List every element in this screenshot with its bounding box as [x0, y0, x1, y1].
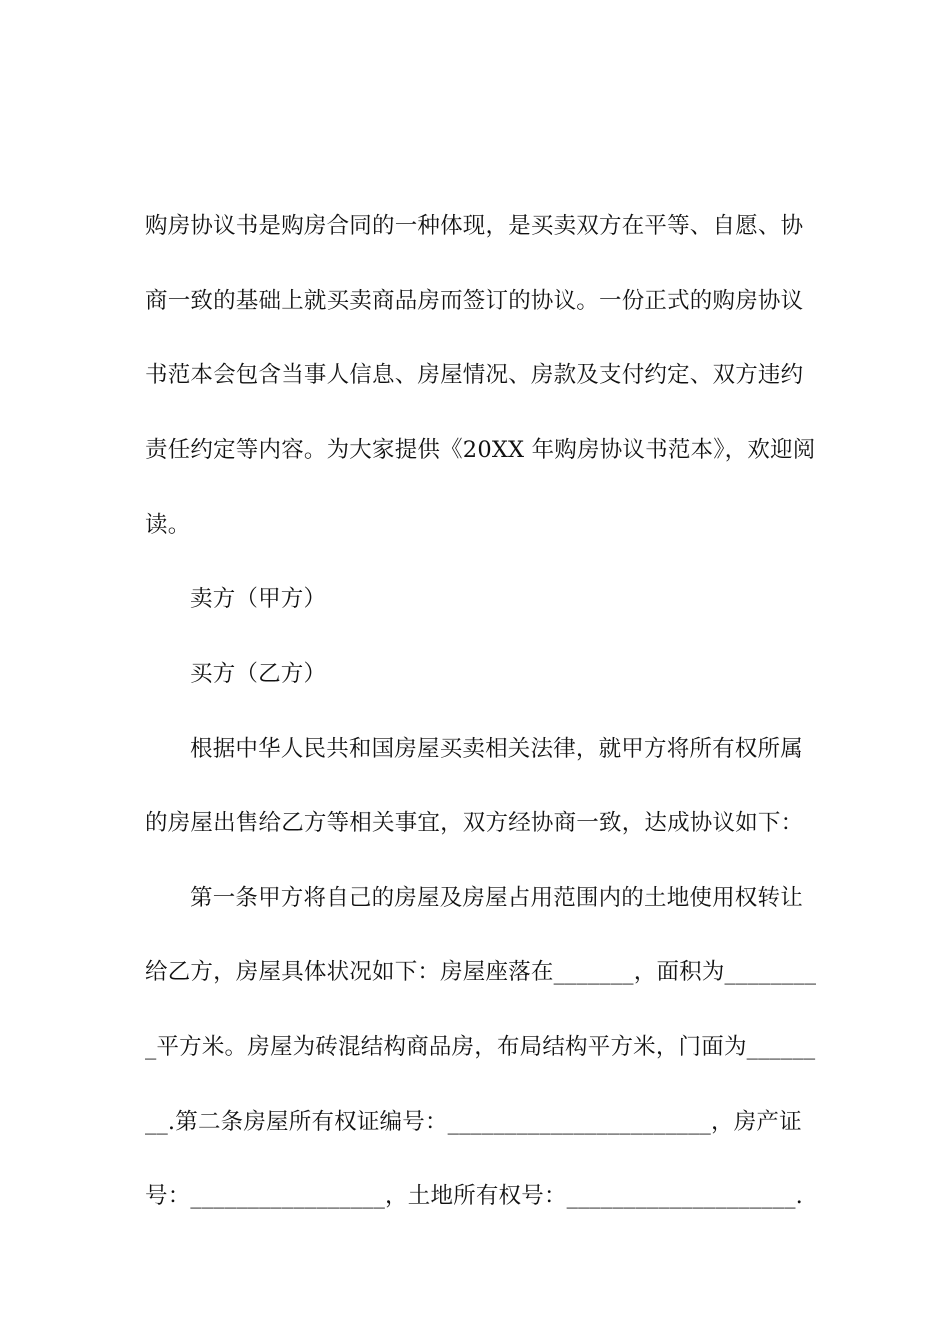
paragraph-intro-line-1: 购房协议书是购房合同的一种体现，是买卖双方在平等、自愿、协: [145, 213, 804, 239]
article-two-line-1: __.第二条房屋所有权证编号：_______________________，房产证: [145, 1109, 802, 1135]
article-one-line-1: 第一条甲方将自己的房屋及房屋占用范围内的土地使用权转让: [190, 885, 803, 911]
article-one-line-2: 给乙方，房屋具体状况如下：房屋座落在_______，面积为________: [145, 959, 817, 985]
article-one-line-3: _平方米。房屋为砖混结构商品房，布局结构平方米，门面为______: [145, 1034, 816, 1060]
seller-party-label: 卖方（甲方）: [190, 586, 327, 612]
buyer-party-label: 买方（乙方）: [190, 661, 327, 687]
paragraph-intro-line-4: 责任约定等内容。为大家提供《20XX 年购房协议书范本》，欢迎阅: [145, 437, 816, 463]
paragraph-intro-line-3: 书范本会包含当事人信息、房屋情况、房款及支付约定、双方违约: [145, 362, 804, 388]
paragraph-intro-line-5: 读。: [145, 512, 191, 538]
paragraph-intro-line-2: 商一致的基础上就买卖商品房而签订的协议。一份正式的购房协议: [145, 288, 804, 314]
paragraph-basis-line-1: 根据中华人民共和国房屋买卖相关法律，就甲方将所有权所属: [190, 736, 803, 762]
article-two-line-2: 号：_________________，土地所有权号：____________________.: [145, 1183, 804, 1209]
paragraph-basis-line-2: 的房屋出售给乙方等相关事宜，双方经协商一致，达成协议如下：: [145, 810, 804, 836]
